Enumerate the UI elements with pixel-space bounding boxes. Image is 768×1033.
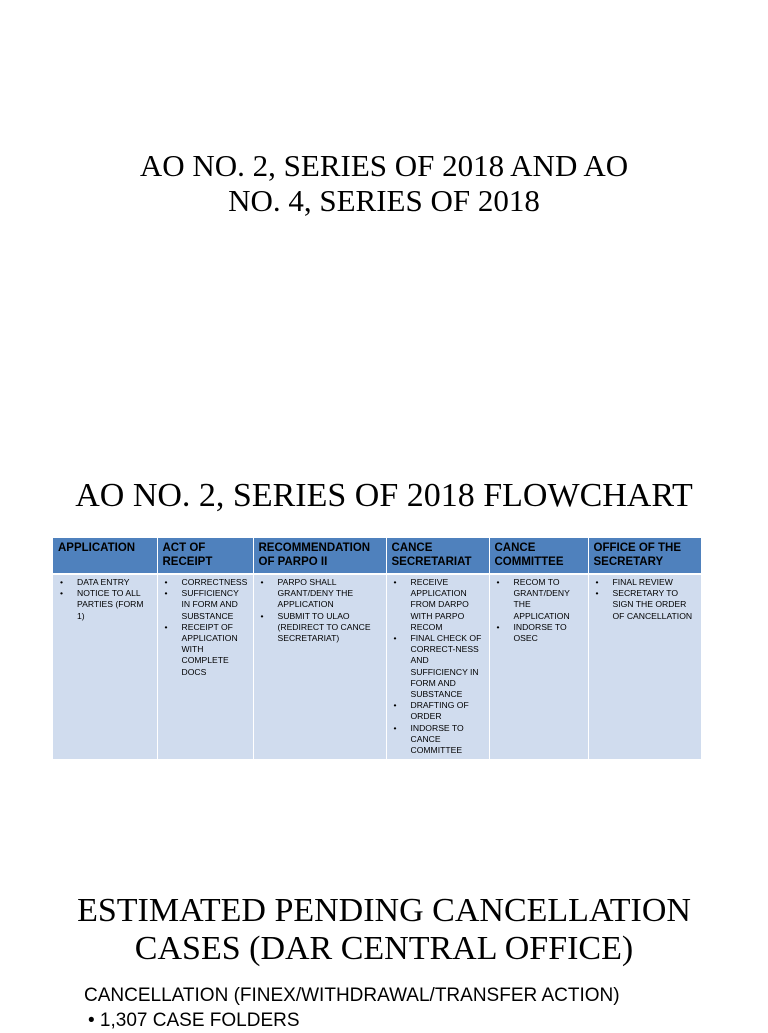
flowchart-table <box>53 538 701 759</box>
header-act-of-receipt: ACT OF RECEIPT <box>157 538 253 574</box>
header-recommendation: RECOMMENDATION OF PARPO II <box>253 538 386 574</box>
cell-application <box>53 574 157 759</box>
cell-office-of-secretary <box>588 574 701 759</box>
list-item: • INDORSE TO OSEC <box>514 622 585 644</box>
header-cance-committee: CANCE COMMITTEE <box>489 538 588 574</box>
list-item: • RECOM TO GRANT/DENY THE APPLICATION <box>514 577 585 622</box>
list-recommendation <box>258 577 383 644</box>
list-item: • SUBMIT TO ULAO (REDIRECT TO CANCE SECRETARIAT) <box>278 611 383 645</box>
list-cance-committee <box>494 577 585 644</box>
list-item: • SECRETARY TO SIGN THE ORDER OF CANCELLATION <box>613 588 699 622</box>
list-item: • INDORSE TO CANCE COMMITTEE <box>411 723 486 757</box>
list-item: • RECEIPT OF APPLICATION WITH COMPLETE DOCS <box>182 622 250 678</box>
list-item: • PARPO SHALL GRANT/DENY THE APPLICATION <box>278 577 383 611</box>
slide2-title: AO NO. 2, SERIES OF 2018 FLOWCHART <box>75 477 693 514</box>
flowchart-body-row <box>53 574 701 759</box>
list-item: • FINAL CHECK OF CORRECT-NESS AND SUFFICIENCY IN FORM AND SUBSTANCE <box>411 633 486 700</box>
list-office-of-secretary <box>593 577 699 622</box>
list-item: • DATA ENTRY <box>77 577 154 588</box>
list-cance-secretariat <box>391 577 486 756</box>
slide1-title <box>0 148 768 218</box>
header-application: APPLICATION <box>53 538 157 574</box>
slide3-title-line2: CASES (DAR CENTRAL OFFICE) <box>134 930 634 967</box>
list-item: • FINAL REVIEW <box>613 577 699 588</box>
cell-cance-secretariat <box>386 574 489 759</box>
slide3-subheading: CANCELLATION (FINEX/WITHDRAWAL/TRANSFER ACTION) <box>84 985 620 1006</box>
list-application <box>57 577 154 622</box>
slide3-title-line1: ESTIMATED PENDING CANCELLATION <box>77 892 691 929</box>
slide1-title-line2: NO. 4, SERIES OF 2018 <box>228 183 540 218</box>
slide3-bullet: • 1,307 CASE FOLDERS <box>88 1010 300 1031</box>
list-item: • NOTICE TO ALL PARTIES (FORM 1) <box>77 588 154 622</box>
flowchart-header-row <box>53 538 701 574</box>
slide1-title-line1: AO NO. 2, SERIES OF 2018 AND AO <box>139 148 629 183</box>
slide3-title <box>0 892 768 968</box>
header-office-of-secretary: OFFICE OF THE SECRETARY <box>588 538 701 574</box>
cell-recommendation <box>253 574 386 759</box>
header-cance-secretariat: CANCE SECRETARIAT <box>386 538 489 574</box>
list-item: • DRAFTING OF ORDER <box>411 700 486 722</box>
list-item: • CORRECTNESS <box>182 577 250 588</box>
cell-cance-committee <box>489 574 588 759</box>
list-item: • SUFFICIENCY IN FORM AND SUBSTANCE <box>182 588 250 622</box>
cell-act-of-receipt <box>157 574 253 759</box>
list-item: • RECEIVE APPLICATION FROM DARPO WITH PARPO RECOM <box>411 577 486 633</box>
list-act-of-receipt <box>162 577 250 678</box>
